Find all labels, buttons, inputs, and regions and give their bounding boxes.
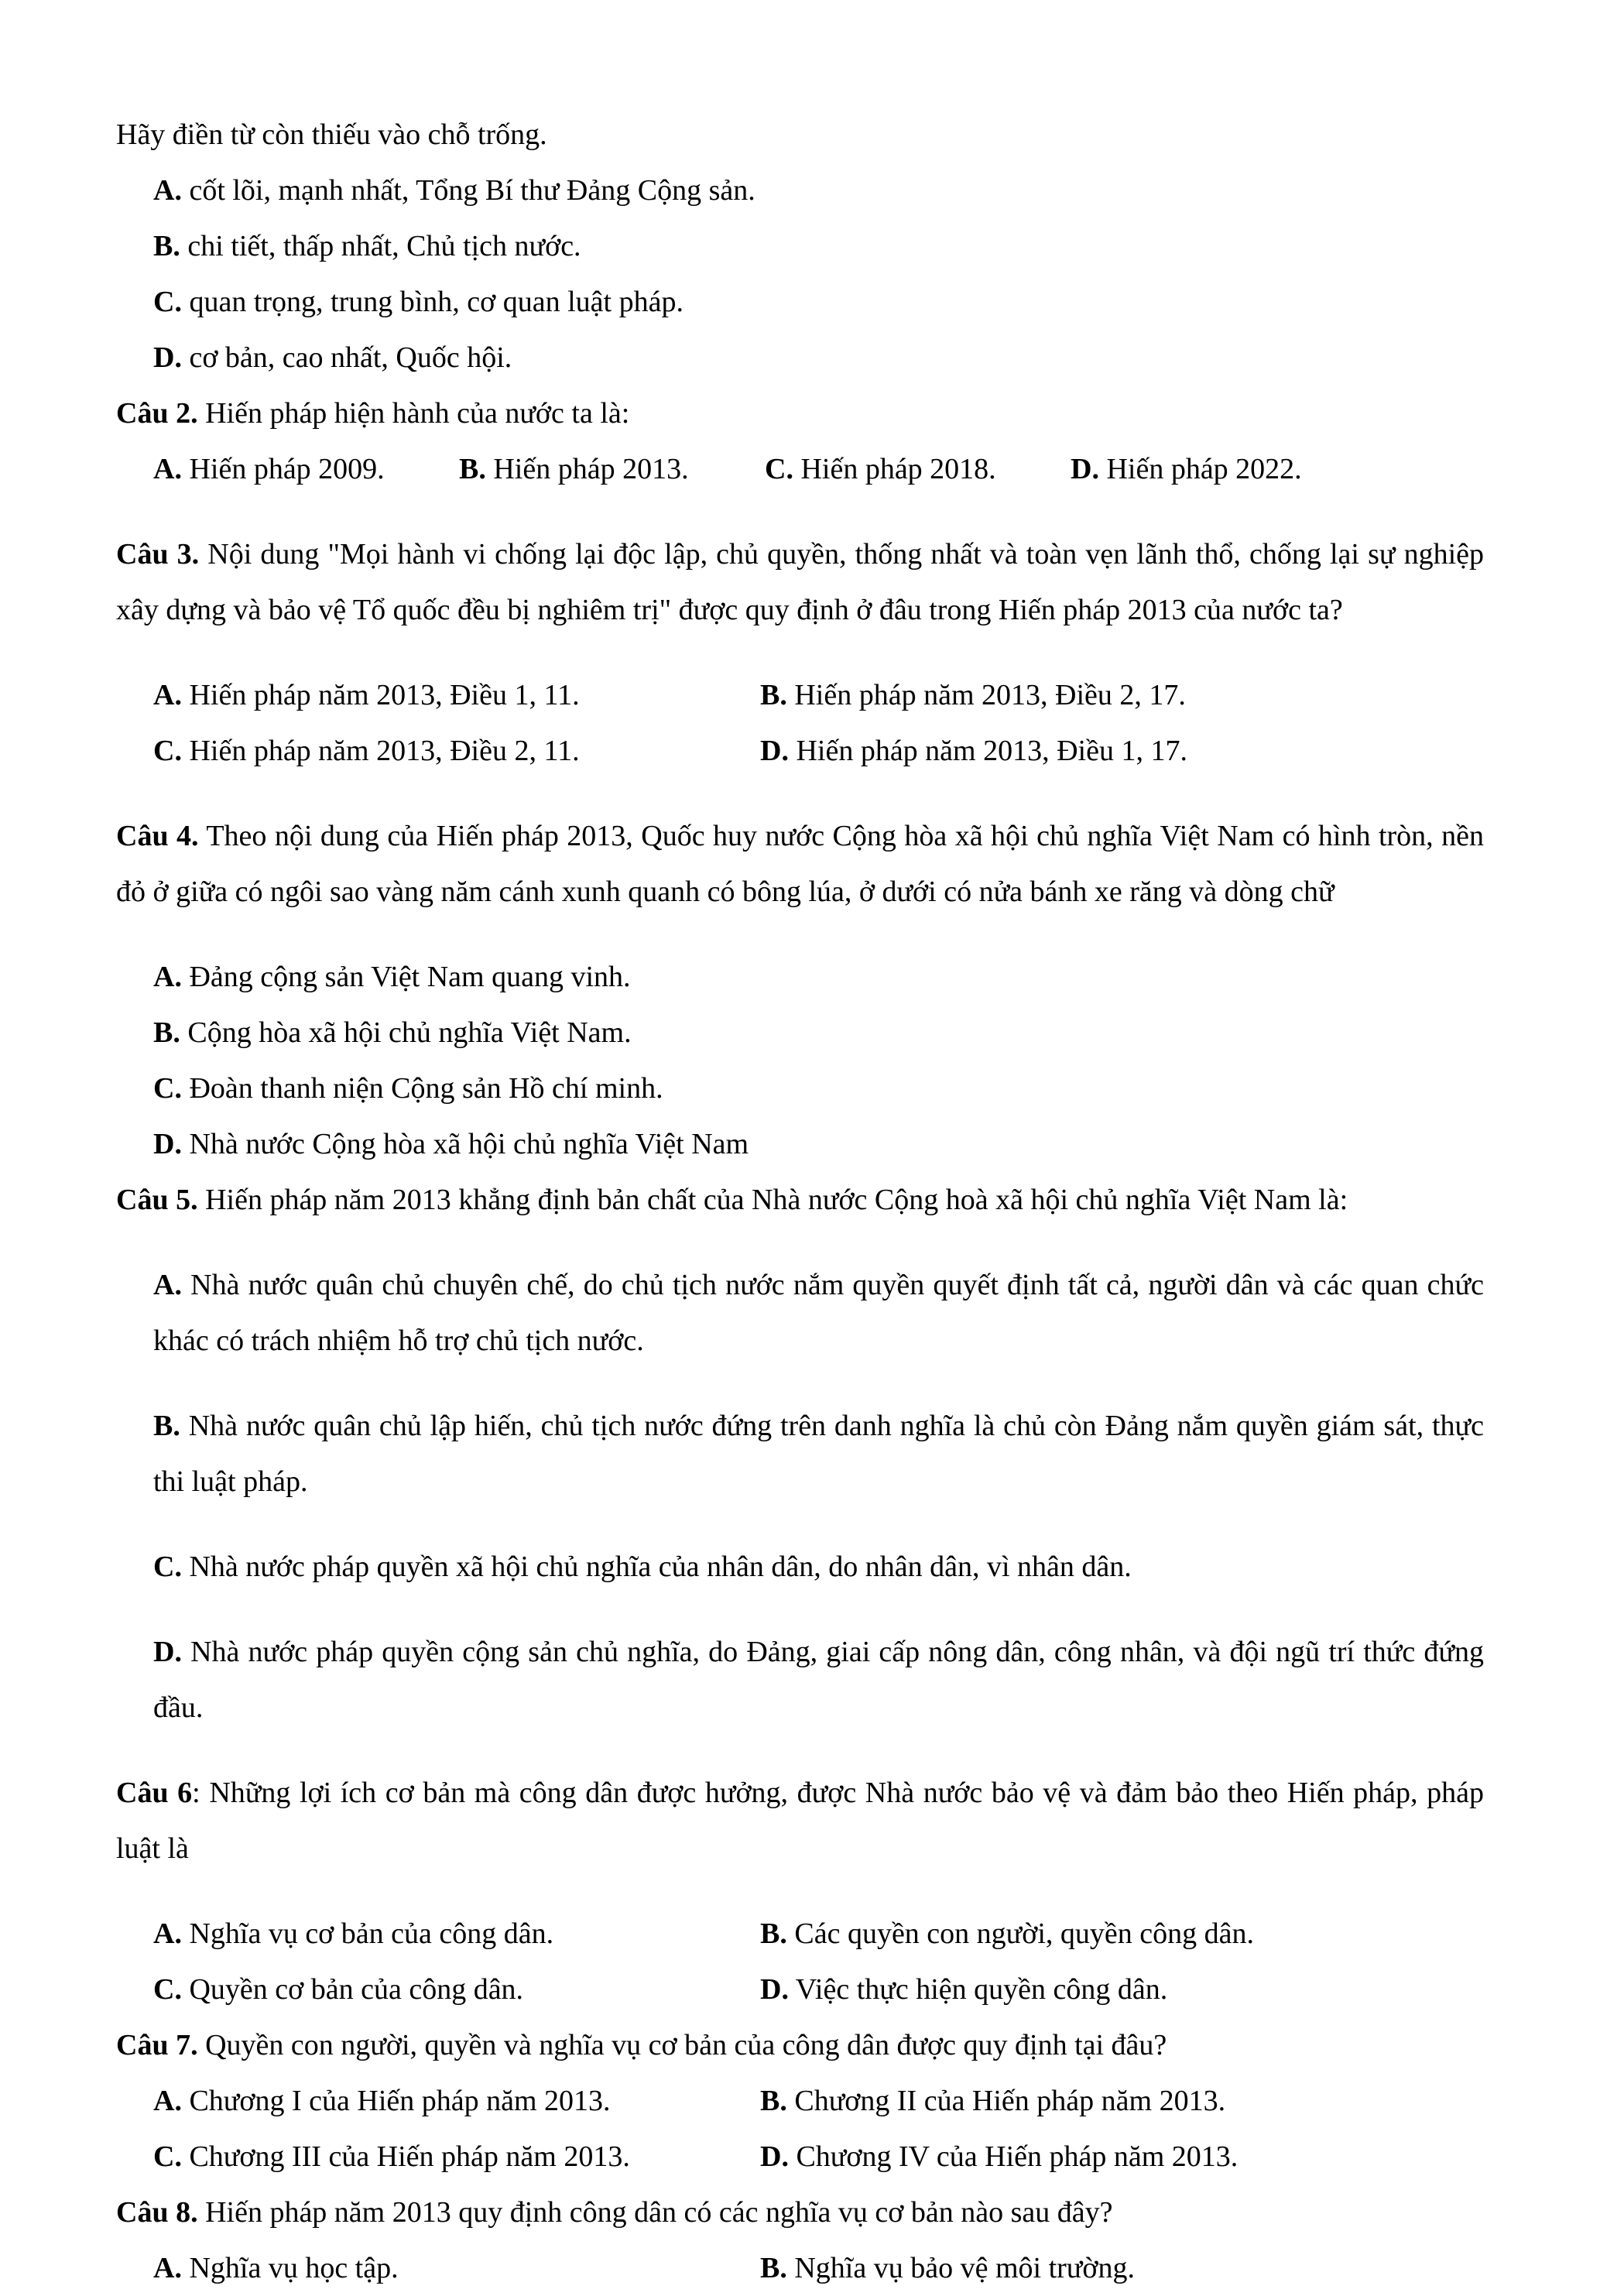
q6-option-d: D. Việc thực hiện quyền công dân. xyxy=(760,1973,1168,2006)
q5-option-c: C. Nhà nước pháp quyền xã hội chủ nghĩa của nhân dân, do nhân dân, vì nhân dân. xyxy=(153,1551,1132,1583)
q5-option-d: D. Nhà nước pháp quyền cộng sản chủ nghĩa, do Đảng, giai cấp nông dân, công nhân, và đội ngũ trí thức đứng đầu. xyxy=(153,1636,1484,1724)
question-8: Câu 8. Hiến pháp năm 2013 quy định công dân có các nghĩa vụ cơ bản nào sau đây? xyxy=(116,2196,1113,2229)
q2-options xyxy=(116,441,1484,497)
q4-option-b: B. Cộng hòa xã hội chủ nghĩa Việt Nam. xyxy=(153,1016,632,1049)
q6-options-row-2 xyxy=(116,1962,1484,2017)
question-3: Câu 3. Nội dung "Mọi hành vi chống lại độc lập, chủ quyền, thống nhất và toàn vẹn lãnh thổ, chống lại sự nghiệp xây dựng và bảo vệ Tổ quốc đều bị nghiêm trị" được quy định ở đâu trong Hiến pháp 2013 của nước ta? xyxy=(116,538,1484,626)
q2-option-d: D. Hiến pháp 2022. xyxy=(1071,453,1302,485)
q2-option-c: C. Hiến pháp 2018. xyxy=(765,453,996,485)
q6-option-c: C. Quyền cơ bản của công dân. xyxy=(153,1973,524,2006)
q4-option-d: D. Nhà nước Cộng hòa xã hội chủ nghĩa Việt Nam xyxy=(153,1128,749,1160)
q1-option-b: B. chi tiết, thấp nhất, Chủ tịch nước. xyxy=(153,230,581,262)
q7-option-b: B. Chương II của Hiến pháp năm 2013. xyxy=(760,2085,1226,2117)
q8-option-b: B. Nghĩa vụ bảo vệ môi trường. xyxy=(760,2252,1135,2284)
q5-option-b: B. Nhà nước quân chủ lập hiến, chủ tịch nước đứng trên danh nghĩa là chủ còn Đảng nắm quyền giám sát, thực thi luật pháp. xyxy=(153,1410,1484,1498)
question-5: Câu 5. Hiến pháp năm 2013 khẳng định bản chất của Nhà nước Cộng hoà xã hội chủ nghĩa Việt Nam là: xyxy=(116,1184,1348,1216)
q7-option-a: A. Chương I của Hiến pháp năm 2013. xyxy=(153,2085,611,2117)
q6-option-a: A. Nghĩa vụ cơ bản của công dân. xyxy=(153,1917,554,1950)
q5-option-a: A. Nhà nước quân chủ chuyên chế, do chủ tịch nước nắm quyền quyết định tất cả, người dân và các quan chức khác có trách nhiệm hỗ trợ chủ tịch nước. xyxy=(153,1269,1484,1357)
q3-option-c: C. Hiến pháp năm 2013, Điều 2, 11. xyxy=(153,735,580,767)
q1-option-d: D. cơ bản, cao nhất, Quốc hội. xyxy=(153,341,512,374)
question-7: Câu 7. Quyền con người, quyền và nghĩa vụ cơ bản của công dân được quy định tại đâu? xyxy=(116,2029,1167,2061)
q4-option-a: A. Đảng cộng sản Việt Nam quang vinh. xyxy=(153,961,631,993)
question-2: Câu 2. Hiến pháp hiện hành của nước ta là: xyxy=(116,397,630,430)
q8-options-row-1 xyxy=(116,2240,1484,2296)
q6-option-b: B. Các quyền con người, quyền công dân. xyxy=(760,1917,1255,1950)
q2-option-b: B. Hiến pháp 2013. xyxy=(459,453,689,485)
q7-options-row-2 xyxy=(116,2129,1484,2185)
question-4: Câu 4. Theo nội dung của Hiến pháp 2013, Quốc huy nước Cộng hòa xã hội chủ nghĩa Việt Nam có hình tròn, nền đỏ ở giữa có ngôi sao vàng năm cánh xunh quanh có bông lúa, ở dưới có nửa bánh xe răng và dòng chữ xyxy=(116,820,1485,908)
question-1-stem-end: Hãy điền từ còn thiếu vào chỗ trống. xyxy=(116,118,547,151)
q2-option-a: A. Hiến pháp 2009. xyxy=(153,453,385,485)
question-6: Câu 6: Những lợi ích cơ bản mà công dân được hưởng, được Nhà nước bảo vệ và đảm bảo theo Hiến pháp, pháp luật là xyxy=(116,1777,1484,1865)
q4-option-c: C. Đoàn thanh niện Cộng sản Hồ chí minh. xyxy=(153,1072,663,1105)
q1-option-c: C. quan trọng, trung bình, cơ quan luật pháp. xyxy=(153,286,684,318)
q7-option-c: C. Chương III của Hiến pháp năm 2013. xyxy=(153,2140,630,2173)
q3-option-d: D. Hiến pháp năm 2013, Điều 1, 17. xyxy=(760,735,1187,767)
q3-options-row-2 xyxy=(116,723,1484,779)
q1-option-a: A. cốt lõi, mạnh nhất, Tổng Bí thư Đảng Cộng sản. xyxy=(153,174,755,207)
q7-options-row-1 xyxy=(116,2073,1484,2129)
q3-options-row-1 xyxy=(116,667,1484,723)
q3-option-a: A. Hiến pháp năm 2013, Điều 1, 11. xyxy=(153,679,580,711)
q7-option-d: D. Chương IV của Hiến pháp năm 2013. xyxy=(760,2140,1239,2173)
q6-options-row-1 xyxy=(116,1906,1484,1962)
q3-option-b: B. Hiến pháp năm 2013, Điều 2, 17. xyxy=(760,679,1186,711)
q8-option-a: A. Nghĩa vụ học tập. xyxy=(153,2252,399,2284)
